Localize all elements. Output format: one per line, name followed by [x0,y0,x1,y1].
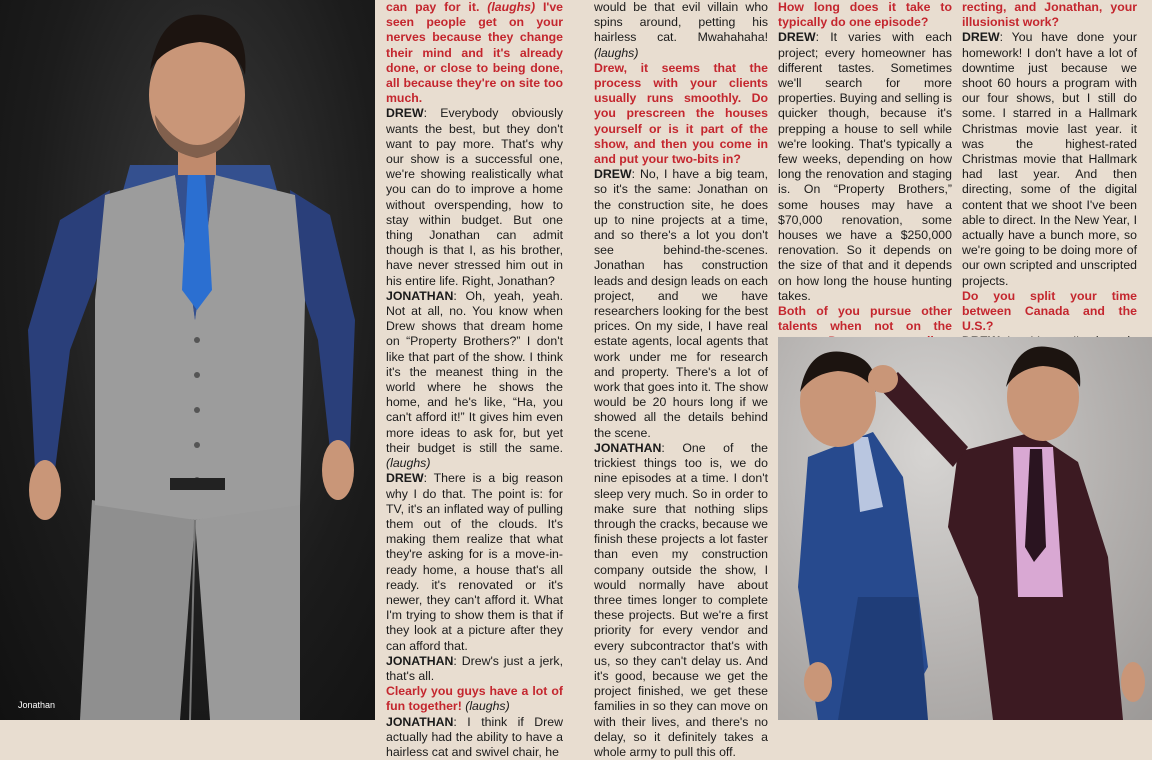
speaker-name: JONATHAN [386,653,454,668]
brothers-photo [778,337,1152,720]
article-column-4 [962,0,1137,337]
interview-question: Drew, it seems that the process with your clients usually runs smoothly. Do you prescreen the houses yourself or is it part of the show, and then you come in and put your two-bits in? [594,60,768,167]
speaker-name: JONATHAN [386,288,454,303]
brothers-figure [778,337,1152,720]
article-column-1 [386,0,564,759]
interview-question: I've seen people get on your nerves because they change their mind and it's already done, or close to being done, all because they're on site too much. [386,0,564,106]
answer-text: : There is a big reason why I do that. The point is: for TV, it's an inflated way of pulling them out of the clouds. It's making them realize that what they're asking for is a move-in-ready home, a house that's all ready. it's renovated or it's newer, they can't afford it. What I'm trying to show them is that if they look at a picture after they can afford that. [386,471,563,653]
interview-question: Do you split your time between Canada and the U.S.? [962,288,1137,334]
interview-question: recting, and Jonathan, your illusionist work? [962,0,1137,30]
speaker-name: DREW [594,167,632,182]
speaker-name: DREW [962,30,1000,45]
speaker-name: DREW [386,471,424,486]
speaker-name: DREW [778,30,816,45]
speaker-name: JONATHAN [594,440,662,455]
article-column-2 [594,0,768,759]
stage-note: (laughs) [386,456,431,471]
interview-question: How long does it take to typically do one episode? [778,0,952,30]
article-column-3 [778,0,952,337]
answer-text: : I think if Drew actually had the ability to have a hairless cat and swivel chair, he [386,714,563,759]
jonathan-figure [0,0,375,720]
stage-note: (laughs) [594,45,639,60]
answer-text: : Oh, yeah, yeah. Not at all, no. You know when Drew shows that dream home on “Property Brothers?” I don't like that part of the show. I think it's the meanest thing in the world where he shows the home, and he's like, “Ha, you can't afford it!” It gives him even more ideas to ask for, but yet their budget is still the same. [386,288,563,455]
answer-text: : Drew's just a jerk, that's all. [386,653,563,683]
interview-question: Both of you pursue other talents when not on the [778,304,952,334]
speaker-name: DREW [386,106,424,121]
answer-text: would be that evil villain who spins around, petting his hairless cat. Mwahahaha! [594,0,768,45]
answer-text: : Everybody obviously wants the best, but they don't want to pay more. That's why our show is a successful one, we're showing realistically what you can do to improve a home without overspending, how to stay within budget. But one thing Jonathan can admit though is that I, as his brother, have never stressed him out in his entire life. Right, Jonathan? [386,106,563,288]
jonathan-photo [0,0,375,720]
photo-caption: Jonathan [18,700,56,710]
answer-text: : You have done your homework! I don't have a lot of downtime just because we shoot 60 hours a program with our four shows, but I still do some. I starred in a Hallmark Christmas movie last year. it was the highest-rated Christmas movie that Hallmark had last year. And then directing, some of the digital content that we shoot I've been able to direct. In the New Year, I actually have a bunch more, so we're going to be doing more of our own scripted and unscripted projects. [962,30,1137,288]
interview-question: (laughs) [487,0,536,14]
stage-note: (laughs) [465,699,510,714]
answer-text: : No, I have a big team, so it's the same: Jonathan on the construction site, he does up to nine projects at a time, and so there's a lot you don't see behind-the-scenes. Jonathan has construction leads and design leads on each project, and we have researchers looking for the best prices. On my side, I have real estate agents, local agents that work under me for research and property. There's a lot of work that goes into it. The show would be 20 hours long if we showed all the details behind the scene. [594,167,768,440]
answer-text: : One of the trickiest things too is, we do nine episodes at a time. I don't sleep very much. So in order to make sure that nothing slips through the cracks, because we finish these projects a lot faster than even my construction company outside the show, I would normally have about three times longer to complete these projects. But we're a first priority for every vendor and every subcontractor that's with us, so they can't delay us. And it's good, because we get the project finished, we get these families in so they can move on with their lives, and there's no delay, so it definitely takes a whole army to pull this off. [594,440,768,759]
interview-question: can pay for it. [386,0,488,14]
speaker-name: JONATHAN [386,714,454,729]
answer-text: : It varies with each project; every homeowner has different tastes. Sometimes we'll search for more properties. Buying and selling is quicker though, because it's prepping a house to sell while we're looking. That's typically a few weeks, depending on how long the renovation and staging is. On “Property Brothers,” some houses may have a $70,000 renovation, some houses we have a $250,000 renovation. So it depends on the size of that and it depends on how long the house hunting takes. [778,30,952,303]
interview-question: Clearly you guys have a lot of fun together! [386,684,563,714]
